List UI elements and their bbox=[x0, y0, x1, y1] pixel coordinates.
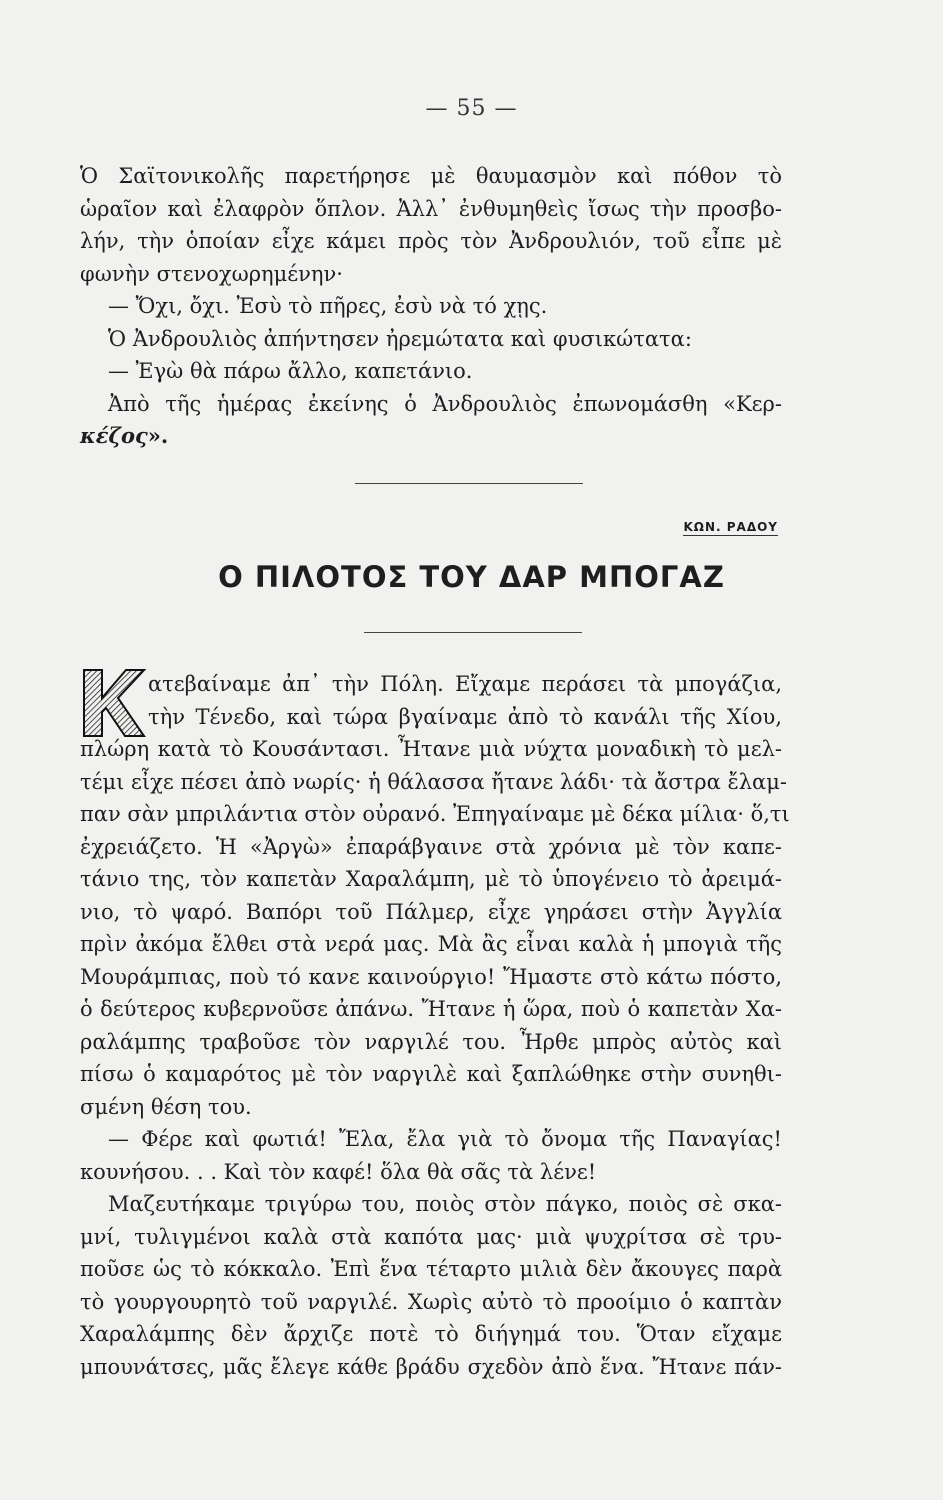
text-line: τάνιο της, τὸν καπετὰν Χαραλάμπη, μὲ τὸ ὑπογένειο τὸ ἀρειμά- bbox=[80, 867, 782, 891]
text-line: — Ὄχι, ὄχι. Ἐσὺ τὸ πῆρες, ἐσὺ νὰ τό χῃς. bbox=[108, 294, 548, 318]
text-line: μνί, τυλιγμένοι καλὰ στὰ καπότα μας· μιὰ ψυχρίτσα σὲ τρυ- bbox=[80, 1224, 782, 1249]
previous-story-ending bbox=[80, 160, 782, 453]
closing-quote: ». bbox=[147, 423, 169, 448]
text-line: λήν, τὴν ὁποίαν εἶχε κάμει πρὸς τὸν Ἀνδρουλιόν, τοῦ εἶπε μὲ bbox=[80, 229, 782, 253]
text-line: τὸ γουργουρητὸ τοῦ ναργιλέ. Χωρὶς αὐτὸ τὸ προοίμιο ὁ καπτὰν bbox=[80, 1289, 782, 1314]
text-line: νιο, τὸ ψαρό. Βαπόρι τοῦ Πάλμερ, εἶχε γηράσει στὴν Ἀγγλία bbox=[80, 899, 782, 924]
text-line: πίσω ὁ καμαρότος μὲ τὸν ναργιλὲ καὶ ξαπλώθηκε στὴν συνηθι- bbox=[80, 1062, 782, 1086]
text-line: πλώρη κατὰ τὸ Κουσάντασι. Ἦτανε μιὰ νύχτα μοναδικὴ τὸ μελ- bbox=[80, 737, 782, 761]
text-line: Ἀπὸ τῆς ἡμέρας ἐκείνης ὁ Ἀνδρουλιὸς ἐπωνομάσθη «Κερ- bbox=[108, 391, 782, 416]
nickname-text: κέζος bbox=[80, 423, 148, 448]
text-line: ἐχρειάζετο. Ἡ «Ἀργὼ» ἐπαράβγαινε στὰ χρόνια μὲ τὸν καπε- bbox=[80, 834, 782, 859]
text-line: κουνήσου. . . Καὶ τὸν καφέ! ὅλα θὰ σᾶς τὰ λένε! bbox=[80, 1159, 597, 1184]
text-line: Μαζευτήκαμε τριγύρω του, ποιὸς στὸν πάγκο, ποιὸς σὲ σκα- bbox=[108, 1192, 782, 1216]
text-line: φωνὴν στενοχωρημένην· bbox=[80, 261, 343, 286]
text-line: — Φέρε καὶ φωτιά! Ἔλα, ἔλα γιὰ τὸ ὄνομα τῆς Παναγίας! bbox=[108, 1127, 782, 1151]
page-number: — 55 — bbox=[425, 96, 518, 121]
text-line bbox=[80, 420, 782, 453]
text-line: Χαραλάμπης δὲν ἄρχιζε ποτὲ τὸ διήγημά του. Ὅταν εἴχαμε bbox=[80, 1322, 782, 1346]
text-line: παν σὰν μπριλάντια στὸν οὐρανό. Ἐπηγαίναμε μὲ δέκα μίλια· ὅ,τι bbox=[80, 802, 790, 826]
author-name: ΚΩΝ. ΡΑΔΟΥ bbox=[683, 520, 778, 534]
text-line: Μουράμπιας, ποὺ τό κανε καινούργιο! Ἤμαστε στὸ κάτω πόστο, bbox=[80, 964, 782, 989]
text-line: σμένη θέση του. bbox=[80, 1094, 252, 1119]
text-line: τέμι εἶχε πέσει ἀπὸ νωρίς· ἡ θάλασσα ἤτανε λάδι· τὰ ἄστρα ἔλαμ- bbox=[80, 769, 787, 794]
story-title: Ο ΠΙΛΟΤΟΣ ΤΟΥ ΔΑΡ ΜΠΟΓΑΖ bbox=[218, 560, 725, 594]
text-line: ραλάμπης τραβοῦσε τὸν ναργιλέ του. Ἦρθε μπρὸς αὐτὸς καὶ bbox=[80, 1029, 782, 1054]
text-line: Ὁ Σαϊτονικολῆς παρετήρησε μὲ θαυμασμὸν καὶ πόθον τὸ bbox=[80, 164, 782, 188]
text-line: ὁ δεύτερος κυβερνοῦσε ἀπάνω. Ἤτανε ἡ ὥρα, ποὺ ὁ καπετὰν Χα- bbox=[80, 997, 782, 1021]
text-line: ποῦσε ὡς τὸ κόκκαλο. Ἐπὶ ἕνα τέταρτο μιλιὰ δὲν ἄκουγες παρὰ bbox=[80, 1257, 782, 1281]
text-line: ατεβαίναμε ἀπ᾽ τὴν Πόλη. Εἴχαμε περάσει τὰ μπογάζια, bbox=[148, 672, 782, 696]
text-line: μπουνάτσες, μᾶς ἔλεγε κάθε βράδυ σχεδὸν ἀπὸ ἕνα. Ἤτανε πάν- bbox=[80, 1354, 782, 1379]
text-line: — Ἐγὼ θὰ πάρω ἄλλο, καπετάνιο. bbox=[108, 359, 473, 383]
section-divider bbox=[355, 483, 583, 484]
title-underline bbox=[364, 632, 582, 633]
text-line: Ὁ Ἀνδρουλιὸς ἀπήντησεν ἠρεμώτατα καὶ φυσικώτατα: bbox=[108, 326, 692, 351]
text-line: ὡραῖον καὶ ἐλαφρὸν ὅπλον. Ἀλλ᾽ ἐνθυμηθεὶς ἴσως τὴν προσβο- bbox=[80, 196, 782, 221]
text-line: τὴν Τένεδο, καὶ τώρα βγαίναμε ἀπὸ τὸ κανάλι τῆς Χίου, bbox=[148, 704, 782, 729]
text-line: πρὶν ἀκόμα ἔλθει στὰ νερά μας. Μὰ ἂς εἶναι καλὰ ἡ μπογιὰ τῆς bbox=[80, 932, 782, 956]
story-body bbox=[80, 668, 790, 1383]
